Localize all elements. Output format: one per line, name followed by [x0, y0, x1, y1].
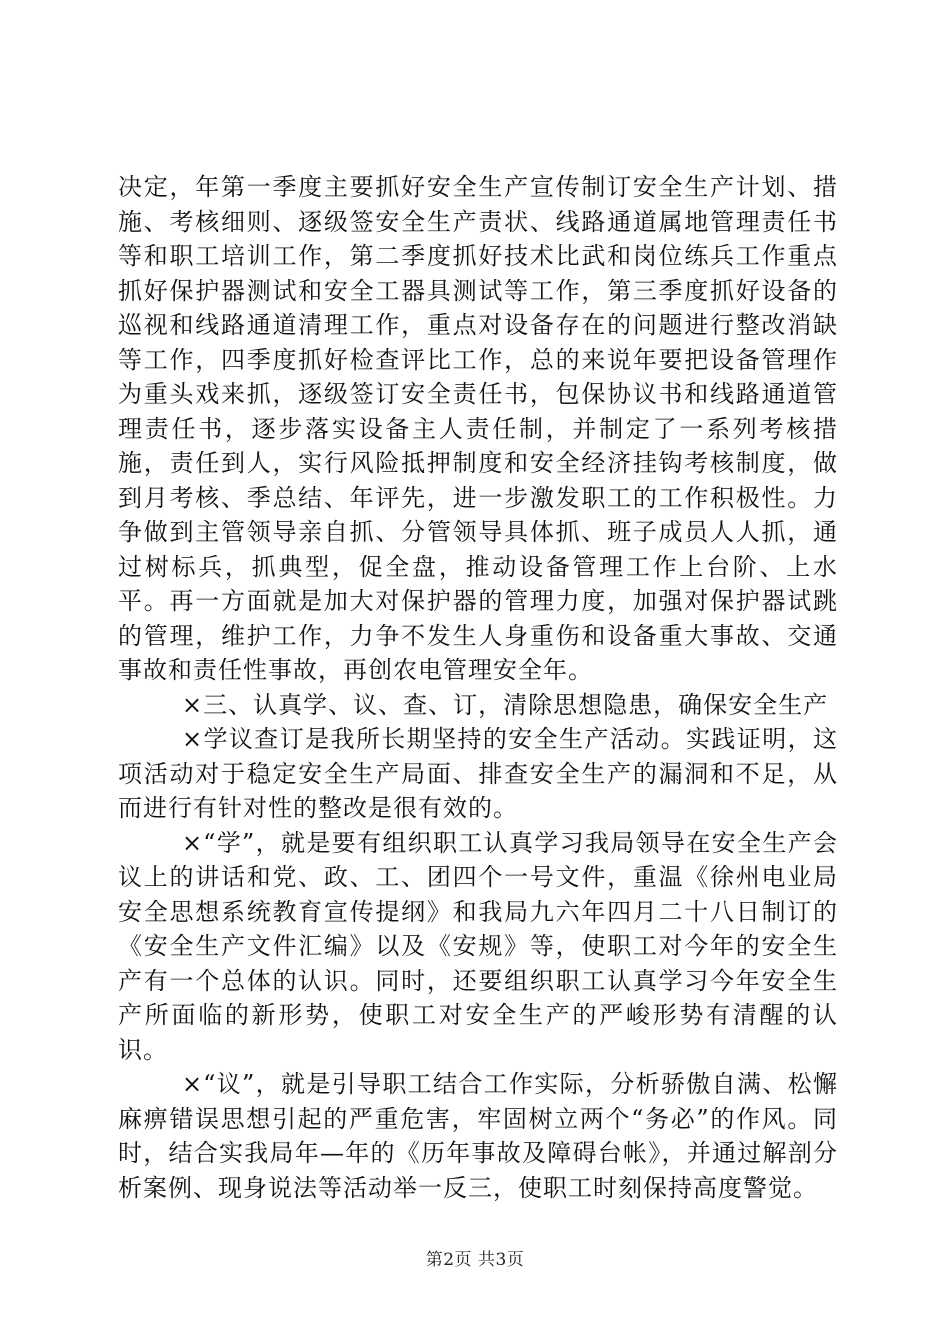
section-heading-3: ×三、认真学、议、查、订，清除思想隐患，确保安全生产: [182, 690, 829, 719]
paragraph-1: 决定，年第一季度主要抓好安全生产宣传制订安全生产计划、措施、考核细则、逐级签安全生产责状、线路通道属地管理责任书等和职工培训工作，第二季度抓好技术比武和岗位练兵工作重点抓好保护器测试和安全工器具测试等工作，第三季度抓好设备的巡视和线路通道清理工作，重点对设备存在的问题进行整改消缺等工作，四季度抓好检查评比工作，总的来说年要把设备管理作为重头戏来抓，逐级签订安全责任书，包保协议书和线路通道管理责任书，逐步落实设备主人责任制，并制定了一系列考核措施，责任到人，实行风险抵押制度和安全经济挂钩考核制度，做到月考核、季总结、年评先，进一步激发职工的工作积极性。力争做到主管领导亲自抓、分管领导具体抓、班子成员人人抓，通过树标兵，抓典型，促全盘，推动设备管理工作上台阶、上水平。再一方面就是加大对保护器的管理力度，加强对保护器试跳的管理，维护工作，力争不发生人身重伤和设备重大事故、交通事故和责任性事故，再创农电管理安全年。: [118, 173, 838, 684]
paragraph-4: ×“议”，就是引导职工结合工作实际，分析骄傲自满、松懈麻痹错误思想引起的严重危害，牢固树立两个“务必”的作风。同时，结合实我局年—年的《历年事故及障碍台帐》，并通过解剖分析案例、现身说法等活动举一反三，使职工时刻保持高度警觉。: [118, 1070, 838, 1202]
document-body: [118, 170, 838, 1205]
paragraph-2: ×学议查订是我所长期坚持的安全生产活动。实践证明，这项活动对于稳定安全生产局面、排查安全生产的漏洞和不足，从而进行有针对性的整改是很有效的。: [118, 725, 838, 822]
page-number-footer: 第2页 共3页: [425, 1250, 525, 1270]
paragraph-3: ×“学”，就是要有组织职工认真学习我局领导在安全生产会议上的讲话和党、政、工、团四个一号文件，重温《徐州电业局安全思想系统教育宣传提纲》和我局九六年四月二十八日制订的《安全生产文件汇编》以及《安规》等，使职工对今年的安全生产有一个总体的认识。同时，还要组织职工认真学习今年安全生产所面临的新形势，使职工对安全生产的严峻形势有清醒的认识。: [118, 828, 838, 1064]
